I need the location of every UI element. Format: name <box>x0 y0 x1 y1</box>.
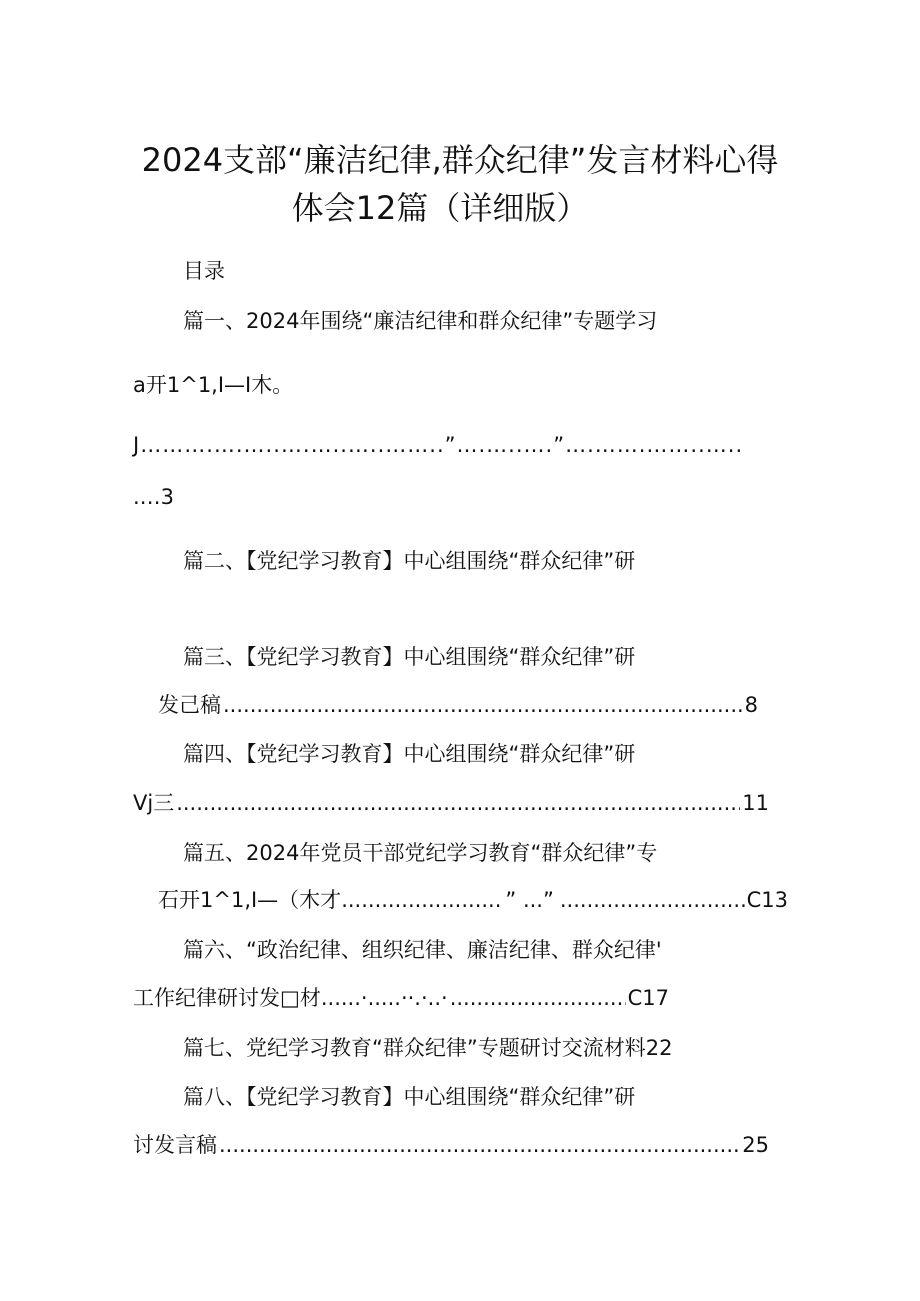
toc-entry-6-leader-a: ......·.....··.·..· <box>320 986 448 1010</box>
toc-entry-6-leader-b <box>450 983 626 1013</box>
toc-entry-4-subtitle: Vj三 <box>133 791 175 815</box>
toc-entry-6-row <box>133 983 669 1013</box>
toc-entry-1-title[interactable]: 篇一、2024年围绕“廉洁纪律和群众纪律”专题学习 <box>183 309 658 333</box>
toc-entry-1-leader: J……….….…..….…..…..……..”….…..….”….…….……..….. <box>133 433 744 457</box>
toc-entry-8-subtitle: 讨发言稿 <box>133 1133 217 1157</box>
toc-entry-6-subtitle: 工作纪律研讨发□材 <box>133 986 321 1010</box>
toc-entry-5-title[interactable]: 篇五、2024年党员干部党纪学习教育“群众纪律”专 <box>183 841 658 865</box>
toc-entry-5-page: C13 <box>746 888 788 912</box>
toc-entry-5-leader-b <box>560 885 745 915</box>
toc-entry-7-title[interactable]: 篇七、党纪学习教育“群众纪律”专题研讨交流材料22 <box>183 1036 673 1060</box>
toc-entry-8-page: 25 <box>742 1133 769 1157</box>
toc-heading: 目录 <box>183 259 225 283</box>
toc-entry-2-title[interactable]: 篇二、【党纪学习教育】中心组围绕“群众纪律”研 <box>183 549 636 573</box>
toc-entry-8-row <box>133 1130 769 1160</box>
toc-entry-4-page: 11 <box>742 791 769 815</box>
toc-entry-8-title[interactable]: 篇八、【党纪学习教育】中心组围绕“群众纪律”研 <box>183 1085 636 1109</box>
toc-entry-4-title[interactable]: 篇四、【党纪学习教育】中心组围绕“群众纪律”研 <box>183 742 636 766</box>
toc-entry-3-title[interactable]: 篇三、【党纪学习教育】中心组围绕“群众纪律”研 <box>183 645 636 669</box>
toc-entry-3-row <box>158 690 758 720</box>
toc-entry-5-leader-a: ........................ <box>341 888 502 912</box>
toc-entry-5-row <box>158 885 788 915</box>
toc-entry-5-quotes: ” ...” <box>505 888 554 912</box>
toc-entry-1-page: .…3 <box>133 485 175 509</box>
toc-entry-6-title[interactable]: 篇六、“政治纪律、组织纪律、廉洁纪律、群众纪律' <box>183 938 662 962</box>
title-line-2: 体会12篇（详细版） <box>291 189 589 227</box>
document-title <box>0 136 920 232</box>
toc-entry-4-row <box>133 788 769 818</box>
toc-entry-8-leader <box>219 1130 740 1160</box>
toc-entry-5-subtitle: 石开1^1,I—（木才 <box>158 888 342 912</box>
toc-entry-1-subtitle: a开1^1,I—I木。 <box>133 373 294 397</box>
toc-entry-3-page: 8 <box>744 693 758 717</box>
toc-entry-3-subtitle: 发己稿 <box>158 693 221 717</box>
title-line-1: 2024支部“廉洁纪律,群众纪律”发言材料心得 <box>141 141 779 179</box>
toc-entry-6-page: C17 <box>627 986 669 1010</box>
toc-entry-3-leader <box>223 690 743 720</box>
toc-entry-4-leader <box>176 788 740 818</box>
